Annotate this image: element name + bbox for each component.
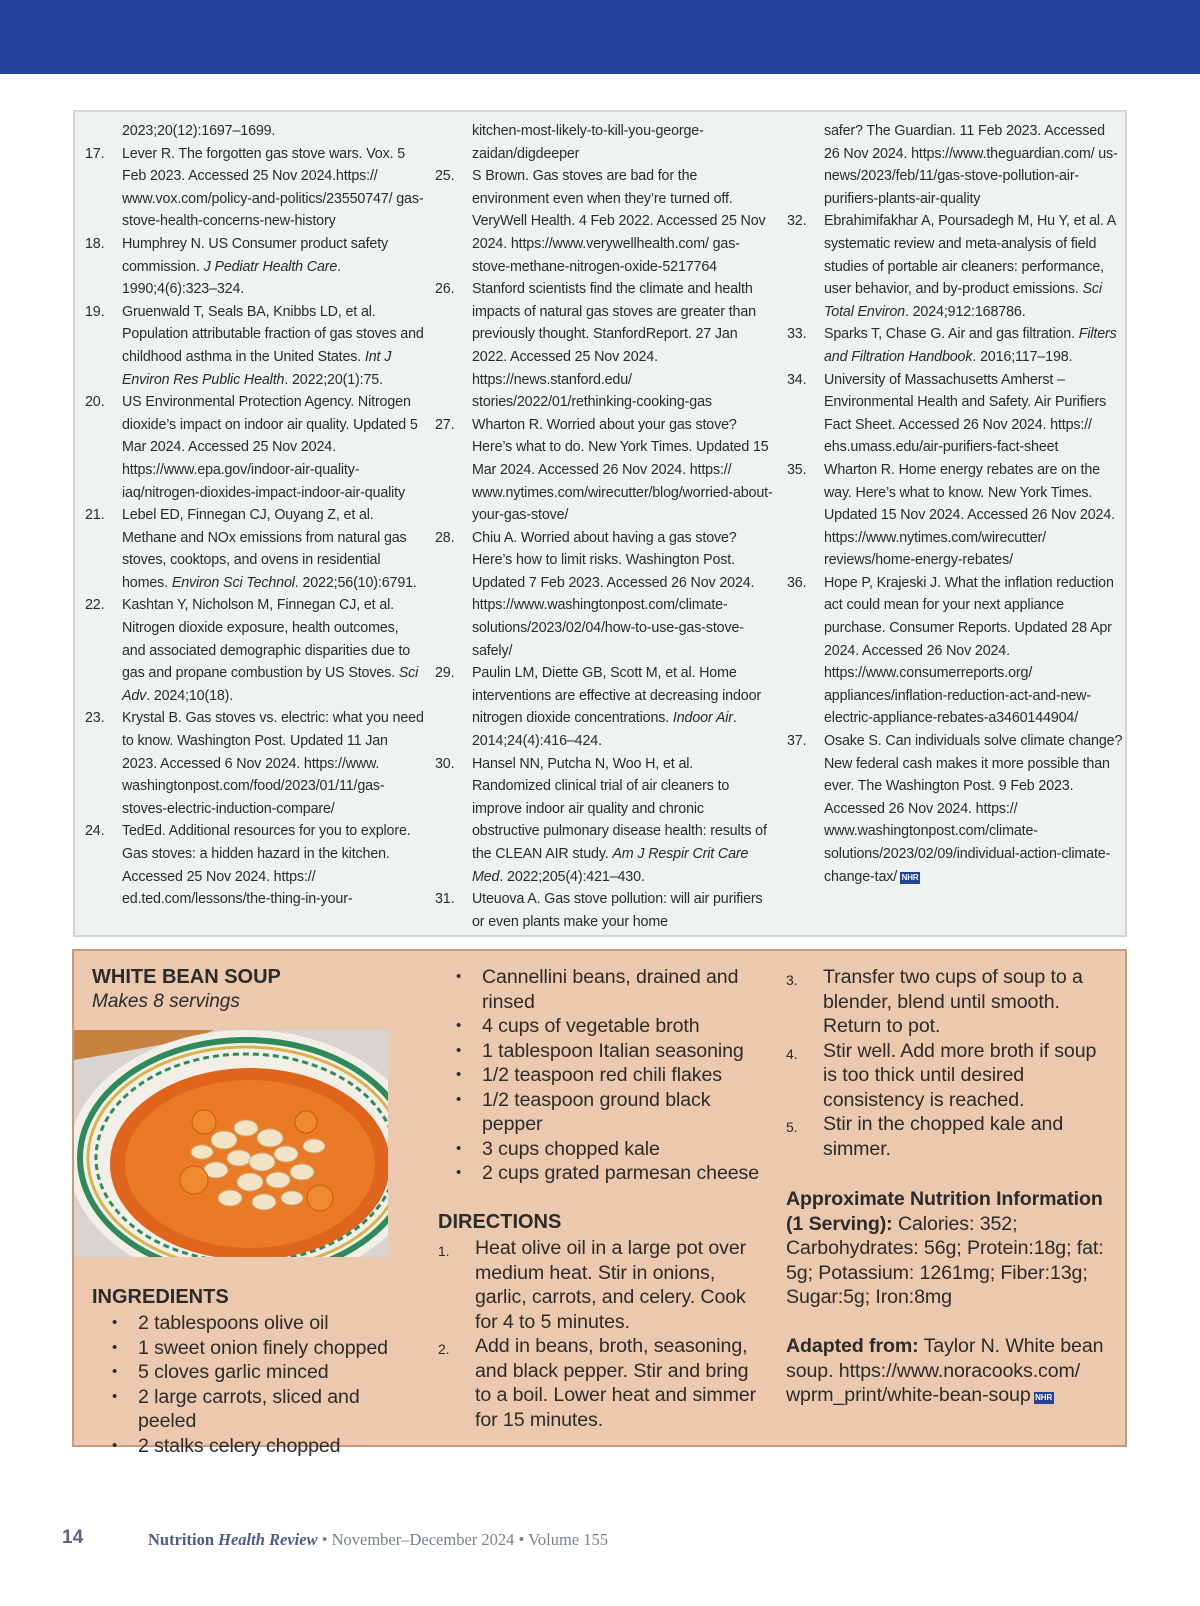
reference-text	[122, 301, 425, 391]
reference-text	[472, 278, 775, 414]
reference-number: 35.	[787, 461, 807, 478]
reference-segment: US Environmental Protection Agency. Nitrogen dioxide’s impact on indoor air quality. Updated 5 Mar 2024. Accessed 25 Nov 2024. https://www.epa.gov/indoor-air-quality-iaq/nitrogen-dioxides-impact-indoor-air-quality	[122, 394, 418, 501]
reference-journal: Filters and Filtration Handbook	[824, 326, 1117, 365]
reference-segment: Lebel ED, Finnegan CJ, Ouyang Z, et al. Methane and NOx emissions from natural gas stoves, cooktops, and ovens in residential homes.	[122, 507, 407, 591]
reference-text	[122, 120, 425, 143]
reference-item	[85, 301, 425, 391]
reference-segment: Hope P, Krajeski J. What the inflation reduction act could mean for your next appliance purchase. Consumer Reports. Updated 28 Apr 2024. Accessed 26 Nov 2024. https://www.consumerreports.org/ appliances/inflation-reduction-act-and-new-electric-appliance-rebates-a3460144904/	[824, 574, 1114, 727]
bullet-icon: •	[456, 1017, 462, 1034]
directions-list-1	[438, 1236, 758, 1432]
reference-segment: 2023;20(12):1697–1699.	[122, 123, 276, 139]
nhr-logo-icon: NHR	[1035, 1393, 1053, 1402]
reference-item	[787, 323, 1123, 368]
ingredient-text: 2 tablespoons olive oil	[138, 1312, 329, 1334]
reference-item	[787, 730, 1123, 888]
reference-item	[85, 820, 425, 910]
reference-segment: Humphrey N. US Consumer product safety commission.	[122, 235, 389, 275]
reference-segment: . 1990;4(6):323–324.	[122, 258, 341, 298]
bullet-icon: •	[456, 1066, 462, 1083]
adapted-label: Adapted from:	[786, 1335, 919, 1357]
reference-text	[824, 323, 1123, 368]
ingredient-text: Cannellini beans, drained and rinsed	[482, 966, 739, 1013]
ingredient-text: 3 cups chopped kale	[482, 1137, 660, 1160]
reference-text	[472, 753, 775, 889]
reference-segment: Paulin LM, Diette GB, Scott M, et al. Home interventions are effective at decreasing indoor nitrogen dioxide concentrations.	[472, 665, 761, 727]
reference-segment: . 2022;56(10):6791.	[294, 574, 417, 591]
reference-text	[472, 888, 775, 933]
magazine-name-part-1: Nutrition	[148, 1530, 219, 1549]
reference-item	[787, 572, 1123, 730]
magazine-name-part-2: Health Review	[218, 1530, 318, 1549]
direction-step	[786, 1039, 1106, 1113]
reference-text	[122, 820, 425, 910]
reference-item	[435, 888, 775, 933]
footer-publication	[148, 1530, 608, 1550]
reference-text	[472, 414, 775, 527]
reference-number: 37.	[787, 733, 807, 750]
reference-text	[824, 210, 1123, 323]
reference-segment: . 2016;117–198.	[972, 348, 1073, 365]
step-number: 3.	[786, 972, 798, 988]
ingredient-item	[92, 1434, 412, 1459]
references-column-2	[435, 120, 775, 933]
reference-item	[85, 504, 425, 594]
ingredients-list-2	[436, 965, 761, 1186]
reference-journal: Sci Adv	[122, 665, 419, 704]
references-column-3	[787, 120, 1123, 888]
reference-segment: Chiu A. Worried about having a gas stove? Here’s how to limit risks. Washington Post. Updated 7 Feb 2023. Accessed 26 Nov 2024. https://www.washingtonpost.com/climate-solutions/2023/02/04/how-to-use-gas-stove-safely/	[472, 529, 755, 659]
reference-number: 29.	[435, 665, 455, 682]
reference-item	[435, 165, 775, 278]
bullet-icon: •	[112, 1387, 118, 1405]
reference-number: 34.	[787, 371, 807, 388]
soup-bowl-illustration	[74, 1030, 388, 1257]
page-number: 14	[62, 1527, 84, 1548]
ingredient-text: 1 tablespoon Italian seasoning	[482, 1039, 744, 1062]
reference-segment: Kashtan Y, Nicholson M, Finnegan CJ, et al. Nitrogen dioxide exposure, health outcomes, and associated demographic disparities due to gas and propane combustion by US Stoves.	[122, 597, 411, 682]
reference-item	[435, 414, 775, 527]
bullet-icon: •	[112, 1314, 118, 1331]
reference-segment: Wharton R. Worried about your gas stove? Here’s what to do. New York Times. Updated 15 Mar 2024. Accessed 26 Nov 2024. https:// www.nytimes.com/wirecutter/blog/worried-about-your-gas-stove/	[472, 416, 773, 524]
reference-item	[435, 753, 775, 889]
reference-segment: safer? The Guardian. 11 Feb 2023. Accessed 26 Nov 2024. https://www.theguardian.com/ us-news/2023/feb/11/gas-stove-pollution-air-purifiers-plants-air-quality	[824, 123, 1118, 207]
ingredient-text: 2 stalks celery chopped	[138, 1434, 341, 1457]
references-column-1	[85, 120, 425, 911]
ingredient-item	[436, 1063, 761, 1088]
reference-item	[435, 662, 775, 752]
reference-number: 21.	[85, 507, 105, 524]
reference-segment: Sparks T, Chase G. Air and gas filtration.	[824, 326, 1079, 343]
recipe-title: WHITE BEAN SOUP	[92, 966, 281, 988]
reference-text	[122, 504, 425, 594]
step-number: 2.	[438, 1341, 450, 1357]
ingredient-item	[92, 1336, 412, 1361]
bullet-icon: •	[456, 1041, 462, 1059]
reference-number: 36.	[787, 574, 807, 591]
reference-segment: Gruenwald T, Seals BA, Knibbs LD, et al. Population attributable fraction of gas stoves and childhood asthma in the United States.	[122, 303, 424, 365]
soup-photo	[74, 1030, 388, 1257]
magazine-name	[148, 1530, 318, 1549]
reference-item	[85, 391, 425, 504]
reference-text	[824, 369, 1123, 459]
ingredients-list-1	[92, 1311, 412, 1458]
reference-segment: S Brown. Gas stoves are bad for the environment even when they’re turned off. VeryWell Health. 4 Feb 2022. Accessed 25 Nov 2024. https://www.verywellhealth.com/ gas-stove-methane-nitrogen-oxide-5217764	[472, 168, 766, 275]
reference-text	[472, 527, 775, 663]
references-box	[73, 110, 1127, 937]
reference-item	[85, 594, 425, 707]
ingredient-text: 4 cups of vegetable broth	[482, 1015, 700, 1037]
ingredient-text: 2 large carrots, sliced and peeled	[138, 1385, 360, 1432]
nutrition-values: Calories: 352; Carbohydrates: 56g; Protein:18g; fat: 5g; Potassium: 1261mg; Fiber:13g; Sugar:5g; Iron:8mg	[786, 1212, 1104, 1308]
nutrition-label: Approximate Nutrition Information (1 Serving):	[786, 1188, 1103, 1235]
bullet-icon: •	[456, 1164, 462, 1181]
bullet-icon: •	[456, 968, 462, 985]
step-number: 1.	[438, 1243, 450, 1259]
reference-segment: Lever R. The forgotten gas stove wars. Vox. 5 Feb 2023. Accessed 25 Nov 2024.https:// www.vox.com/policy-and-politics/23550747/ gas-stove-health-concerns-new-history	[122, 145, 424, 230]
reference-number: 30.	[435, 755, 455, 772]
reference-segment: TedEd. Additional resources for you to explore. Gas stoves: a hidden hazard in the kitchen. Accessed 25 Nov 2024. https:// ed.ted.com/lessons/the-thing-in-your-	[122, 823, 411, 908]
reference-segment: Ebrahimifakhar A, Poursadegh M, Hu Y, et al. A systematic review and meta-analysis of field studies of portable air cleaners: performance, user behavior, and by-product emissions.	[824, 213, 1116, 298]
reference-text	[472, 120, 775, 165]
adapted-from	[786, 1334, 1116, 1408]
ingredients-heading: INGREDIENTS	[92, 1286, 229, 1308]
reference-text	[472, 662, 775, 752]
reference-number: 28.	[435, 529, 455, 546]
reference-number: 31.	[435, 891, 455, 908]
step-text: Add in beans, broth, seasoning, and black pepper. Stir and bring to a boil. Lower heat and simmer for 15 minutes.	[475, 1335, 757, 1431]
reference-text	[122, 594, 425, 707]
reference-text	[122, 391, 425, 504]
ingredient-item	[92, 1385, 412, 1434]
ingredient-item	[92, 1311, 412, 1336]
directions-list-2	[786, 965, 1106, 1161]
reference-text	[122, 233, 425, 301]
reference-segment: . 2024;10(18).	[146, 687, 234, 704]
ingredient-item	[92, 1360, 412, 1385]
ingredient-item	[436, 1137, 761, 1162]
reference-segment: Osake S. Can individuals solve climate change? New federal cash makes it more possible than ever. The Washington Post. 9 Feb 2023. Accessed 26 Nov 2024. https:// www.washingtonpost.com/climate-solutions/2023/02/09/individual-action-climate-change-tax/	[824, 733, 1123, 885]
header-bar	[0, 0, 1200, 74]
bullet-icon: •	[456, 1139, 462, 1157]
step-text: Transfer two cups of soup to a blender, blend until smooth. Return to pot.	[823, 966, 1083, 1037]
reference-journal: Int J Environ Res Public Health	[122, 348, 392, 388]
step-text: Stir well. Add more broth if soup is too thick until desired consistency is reached.	[823, 1039, 1097, 1111]
reference-segment: Krystal B. Gas stoves vs. electric: what you need to know. Washington Post. Updated 11 Jan 2023. Accessed 6 Nov 2024. https://www. washingtonpost.com/food/2023/01/11/gas-stoves-electric-induction-compare/	[122, 710, 424, 817]
reference-text	[824, 572, 1123, 730]
directions-heading: DIRECTIONS	[438, 1211, 562, 1233]
reference-segment: Stanford scientists find the climate and health impacts of natural gas stoves are greater than previously thought. StanfordReport. 27 Jan 2022. Accessed 25 Nov 2024. https://news.stanford.edu/ stories/2022/01/rethinking-cooking-gas	[472, 281, 756, 411]
reference-segment: University of Massachusetts Amherst – Environmental Health and Safety. Air Purifiers Fact Sheet. Accessed 26 Nov 2024. https:// ehs.umass.edu/air-purifiers-fact-sheet	[824, 371, 1107, 456]
reference-item	[85, 707, 425, 820]
reference-text	[824, 730, 1123, 888]
reference-number: 33.	[787, 326, 807, 343]
reference-journal: Environ Sci Technol	[171, 574, 295, 591]
ingredient-item	[436, 1014, 761, 1039]
ingredient-item	[436, 1088, 761, 1137]
ingredient-text: 1 sweet onion finely chopped	[138, 1336, 388, 1359]
reference-number: 19.	[85, 303, 105, 320]
ingredient-text: 5 cloves garlic minced	[138, 1361, 329, 1383]
reference-segment: . 2022;20(1):75.	[284, 371, 383, 388]
reference-item	[85, 143, 425, 233]
ingredient-text: 1/2 teaspoon red chili flakes	[482, 1064, 722, 1086]
reference-number: 27.	[435, 416, 455, 433]
bullet-icon: •	[456, 1090, 462, 1108]
ingredient-item	[436, 965, 761, 1014]
reference-item	[787, 210, 1123, 323]
bullet-icon: •	[112, 1436, 118, 1454]
reference-number: 20.	[85, 394, 105, 411]
reference-segment: . 2024;912:168786.	[904, 303, 1026, 320]
step-text: Stir in the chopped kale and simmer.	[823, 1113, 1064, 1160]
direction-step	[438, 1236, 758, 1334]
reference-text	[122, 143, 425, 233]
reference-journal: Indoor Air	[672, 710, 733, 727]
reference-text	[824, 459, 1123, 572]
reference-text	[122, 707, 425, 820]
bullet-icon: •	[112, 1338, 118, 1356]
reference-segment: Hansel NN, Putcha N, Woo H, et al. Randomized clinical trial of air cleaners to improve indoor air quality and chronic obstructive pulmonary disease health: results of the CLEAN AIR study.	[472, 755, 767, 862]
reference-number: 24.	[85, 823, 105, 840]
reference-journal: Sci Total Environ	[824, 281, 1102, 320]
step-number: 4.	[786, 1045, 798, 1062]
recipe-box	[72, 949, 1127, 1457]
adapted-source: Taylor N. White bean soup. https://www.noracooks.com/ wprm_print/white-bean-soup	[786, 1335, 1104, 1406]
reference-number: 17.	[85, 145, 105, 162]
step-text: Heat olive oil in a large pot over medium heat. Stir in onions, garlic, carrots, and celery. Cook for 4 to 5 minutes.	[475, 1237, 747, 1333]
ingredient-item	[436, 1161, 761, 1186]
reference-item	[787, 369, 1123, 459]
bullet-icon: •	[112, 1363, 118, 1380]
direction-step	[786, 1112, 1106, 1161]
reference-number: 18.	[85, 235, 105, 252]
reference-number: 32.	[787, 213, 807, 230]
reference-text	[824, 120, 1123, 210]
reference-segment: Uteuova A. Gas stove pollution: will air purifiers or even plants make your home	[472, 891, 763, 930]
reference-item	[85, 233, 425, 301]
reference-item	[787, 459, 1123, 572]
reference-item	[435, 527, 775, 663]
reference-item	[435, 278, 775, 414]
direction-step	[786, 965, 1106, 1039]
reference-item	[787, 120, 1123, 210]
reference-item	[435, 120, 775, 165]
reference-text	[472, 165, 775, 278]
ingredient-text: 2 cups grated parmesan cheese	[482, 1162, 760, 1184]
direction-step	[438, 1334, 758, 1432]
nhr-logo-icon: NHR	[901, 872, 919, 882]
reference-segment: kitchen-most-likely-to-kill-you-george-zaidan/digdeeper	[472, 123, 704, 162]
reference-segment: . 2022;205(4):421–430.	[499, 868, 645, 885]
nutrition-information	[786, 1187, 1116, 1310]
reference-segment: . 2014;24(4):416–424.	[472, 710, 737, 750]
reference-journal: J Pediatr Health Care	[203, 258, 338, 275]
reference-number: 23.	[85, 710, 105, 727]
reference-segment: Wharton R. Home energy rebates are on the way. Here’s what to know. New York Times. Updated 15 Nov 2024. Accessed 26 Nov 2024. https://www.nytimes.com/wirecutter/ reviews/home-energy-rebates/	[824, 461, 1115, 569]
reference-journal: Am J Respir Crit Care Med	[472, 846, 749, 885]
reference-item	[85, 120, 425, 143]
recipe-servings: Makes 8 servings	[92, 991, 240, 1012]
issue-info: • November–December 2024 • Volume 155	[317, 1530, 609, 1549]
reference-number: 26.	[435, 281, 455, 298]
reference-number: 22.	[85, 597, 105, 614]
ingredient-item	[436, 1039, 761, 1064]
step-number: 5.	[786, 1119, 798, 1135]
ingredient-text: 1/2 teaspoon ground black pepper	[482, 1088, 711, 1135]
reference-number: 25.	[435, 168, 455, 185]
